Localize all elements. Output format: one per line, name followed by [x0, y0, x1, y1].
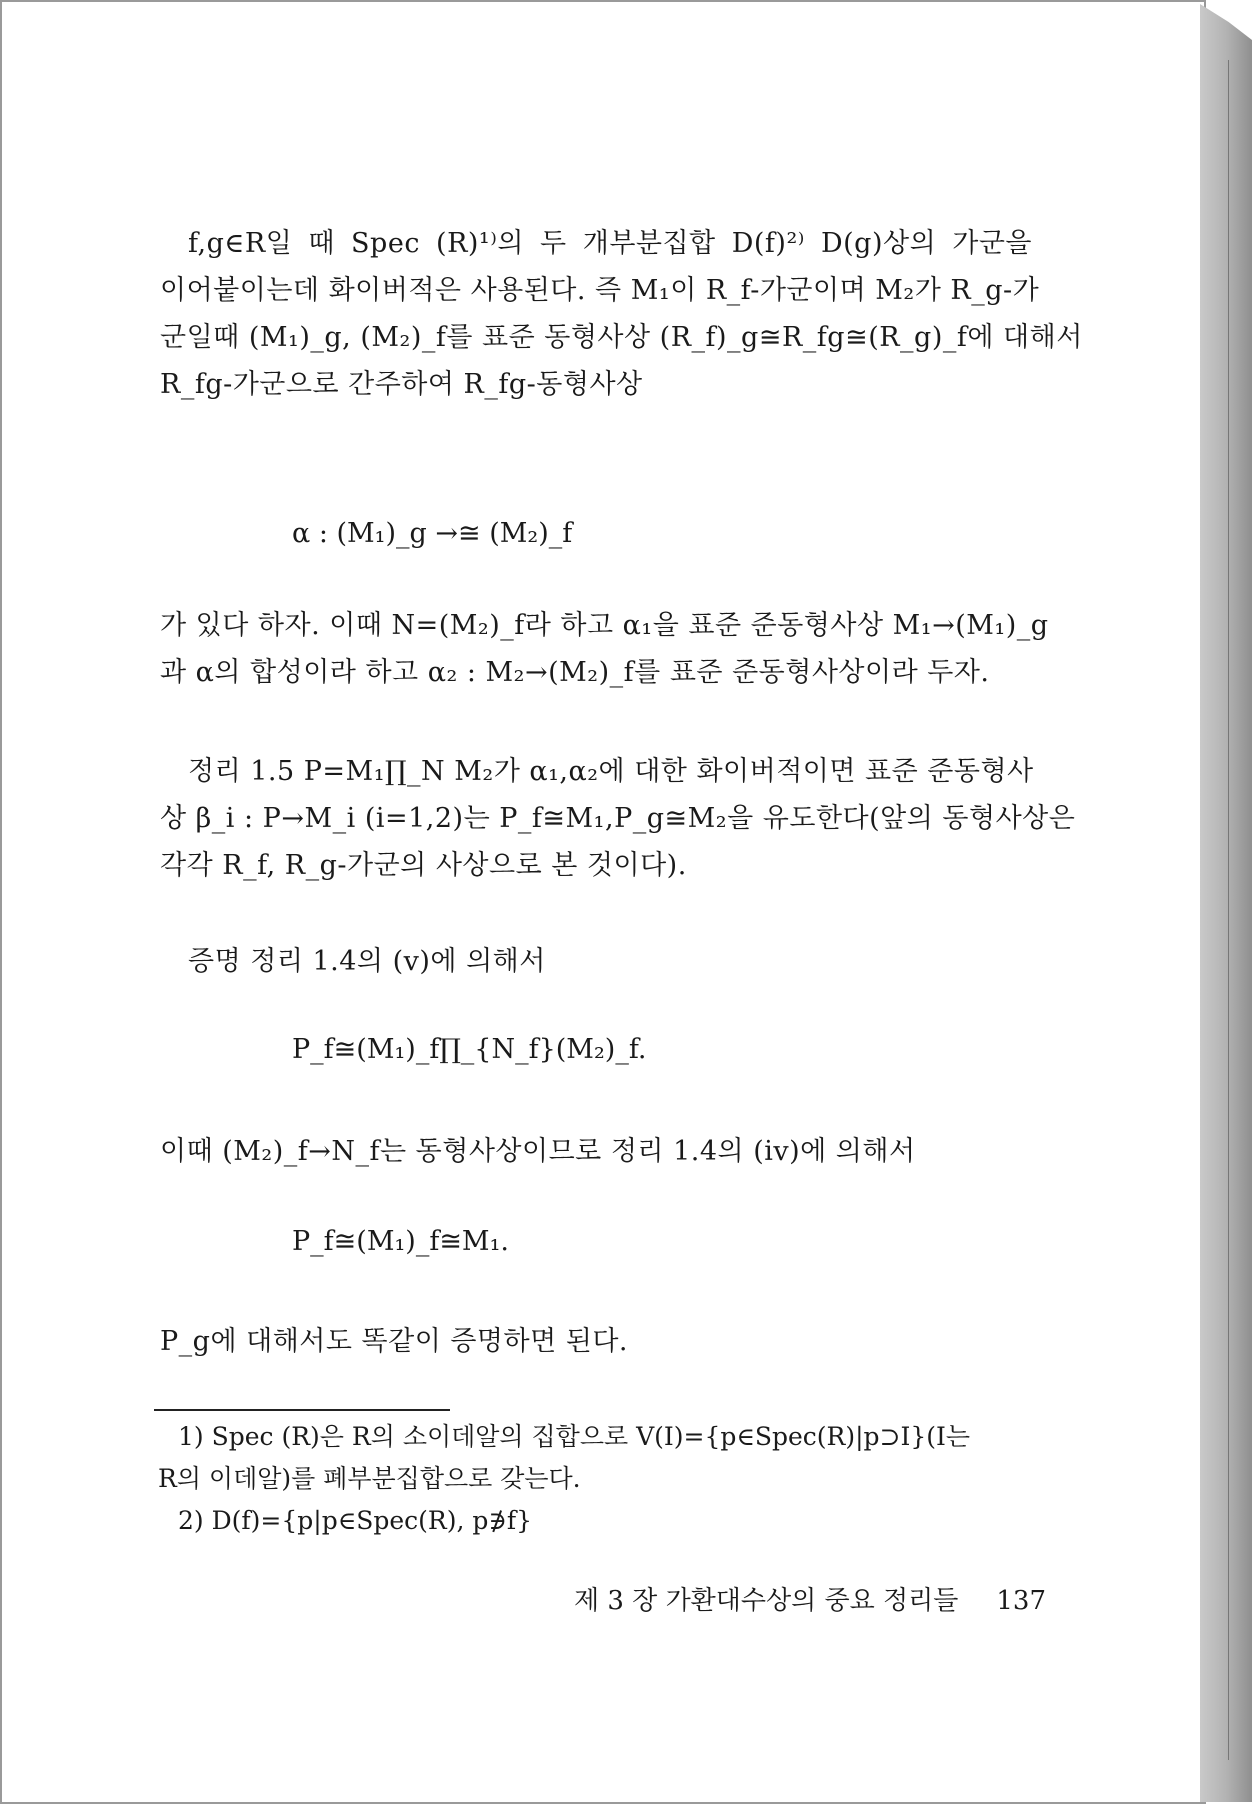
footnote-1 [158, 1416, 1030, 1500]
footnote-line: 1) Spec (R)은 R의 소이데알의 집합으로 V(I)={p∈Spec(R)|p⊃I}(I는 [178, 1422, 971, 1451]
text-line: 상 β_i : P→M_i (i=1,2)는 P_f≅M₁,P_g≅M₂을 유도한다(앞의 동형사상은 [160, 803, 1076, 834]
text-line: 과 α의 합성이라 하고 α₂ : M₂→(M₂)_f를 표준 준동형사상이라 두자. [160, 657, 990, 688]
text-line: 이때 (M₂)_f→N_f는 동형사상이므로 정리 1.4의 (iv)에 의해서 [160, 1136, 916, 1167]
text-line: 정리 1.5 P=M₁∏_N M₂가 α₁,α₂에 대한 화이버적이면 표준 준동형사 [188, 756, 1034, 787]
page-stack-edge [1200, 4, 1252, 1802]
text-line: 증명 정리 1.4의 (v)에 의해서 [188, 946, 546, 977]
equation-pf-iso: P_f≅(M₁)_f≅M₁. [292, 1226, 509, 1257]
proof-intro [160, 938, 1032, 985]
text-line: R_fg-가군으로 간주하여 R_fg-동형사상 [160, 369, 643, 400]
text-line: f,g∈R일 때 Spec (R)¹⁾의 두 개부분집합 D(f)²⁾ D(g)상의 가군을 [188, 228, 1032, 259]
proof-middle [160, 1128, 1032, 1175]
equation-pf-fiber: P_f≅(M₁)_f∏_{N_f}(M₂)_f. [292, 1034, 647, 1065]
footnote-line: R의 이데알)를 폐부분집합으로 갖는다. [158, 1464, 581, 1493]
text-line: 이어붙이는데 화이버적은 사용된다. 즉 M₁이 R_f-가군이며 M₂가 R_g-가 [160, 275, 1040, 306]
footnote-divider [154, 1409, 450, 1411]
equation-alpha: α : (M₁)_g →≅ (M₂)_f [292, 518, 573, 549]
paragraph-intro [160, 220, 1083, 408]
proof-end [160, 1318, 1032, 1365]
footnote-2 [178, 1500, 1030, 1542]
text-line: P_g에 대해서도 똑같이 증명하면 된다. [160, 1326, 629, 1357]
footnote-line: 2) D(f)={p|p∈Spec(R), p∌f} [178, 1506, 533, 1535]
running-footer [574, 1580, 1046, 1617]
text-line: 군일때 (M₁)_g, (M₂)_f를 표준 동형사상 (R_f)_g≅R_fg≅(R_g)_f에 대해서 [160, 322, 1083, 353]
theorem-1-5 [160, 748, 1076, 889]
page-number: 137 [996, 1586, 1047, 1616]
page-edge-line [1228, 60, 1229, 1760]
chapter-title: 제 3 장 가환대수상의 중요 정리들 [574, 1586, 959, 1616]
text-line: 가 있다 하자. 이때 N=(M₂)_f라 하고 α₁을 표준 준동형사상 M₁→(M₁)_g [160, 610, 1049, 641]
paragraph-definition [160, 602, 1049, 696]
text-line: 각각 R_f, R_g-가군의 사상으로 본 것이다). [160, 850, 687, 881]
